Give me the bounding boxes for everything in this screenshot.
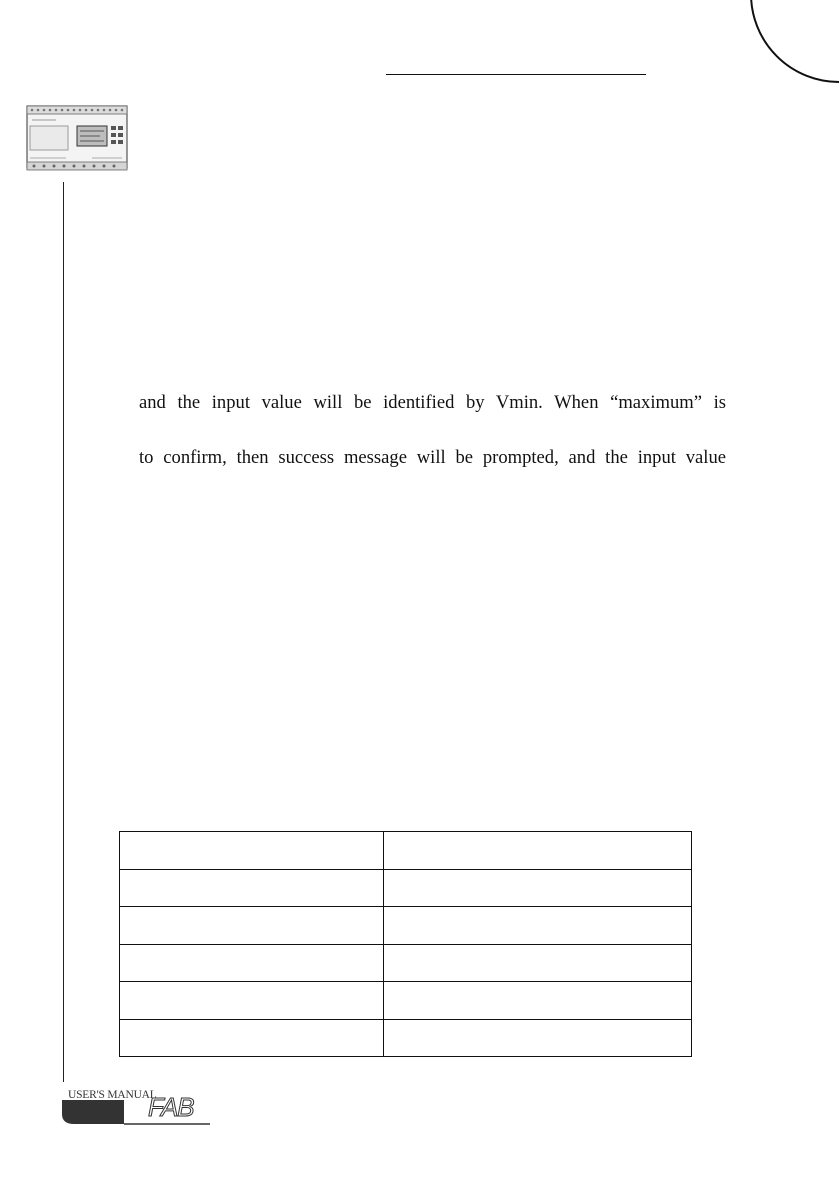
- table-cell: [384, 869, 692, 907]
- body-text-line-2: to confirm, then success message will be prompted, and the input value: [139, 447, 726, 468]
- page-corner-arc: [743, 0, 839, 94]
- data-table: [119, 831, 692, 1057]
- footer-brand-logo: FAB: [148, 1092, 194, 1122]
- table-cell: [384, 907, 692, 945]
- margin-rule: [63, 182, 64, 1082]
- table-cell: [120, 869, 384, 907]
- table-cell: [384, 1019, 692, 1057]
- body-text-line-1: and the input value will be identified by Vmin. When “maximum” is: [139, 392, 726, 413]
- table-cell: [384, 944, 692, 982]
- table-cell: [384, 982, 692, 1020]
- footer-manual-label: USER'S MANUAL: [68, 1089, 157, 1101]
- table-cell: [120, 832, 384, 870]
- table-cell: [120, 944, 384, 982]
- table-row: [120, 907, 692, 945]
- table-row: [120, 944, 692, 982]
- table-cell: [120, 1019, 384, 1057]
- table-row: [120, 1019, 692, 1057]
- table-row: [120, 832, 692, 870]
- header-rule: [386, 74, 646, 75]
- table-cell: [384, 832, 692, 870]
- table-cell: [120, 907, 384, 945]
- table-cell: [120, 982, 384, 1020]
- plc-device-image: [26, 104, 128, 174]
- table-row: [120, 982, 692, 1020]
- table-row: [120, 869, 692, 907]
